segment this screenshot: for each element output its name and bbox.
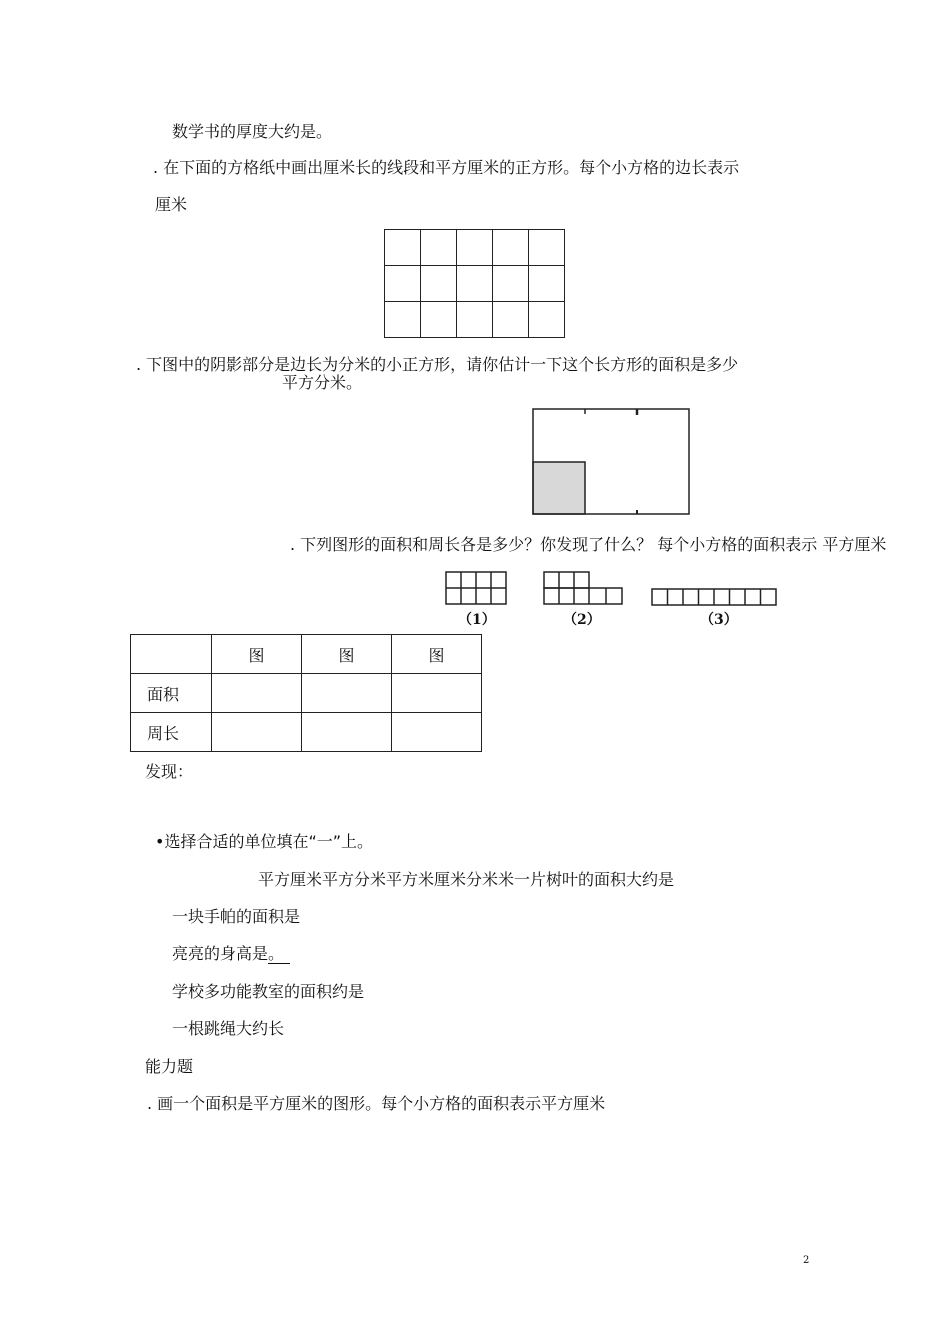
answer-cell[interactable]	[392, 713, 482, 752]
line-3: 厘米	[155, 195, 188, 214]
figure-3	[652, 589, 776, 605]
line-9: 平方厘米平方分米平方米厘米分米米一片树叶的面积大约是	[258, 870, 675, 889]
line-6: . 下列图形的面积和周长各是多少？你发现了什么？ 每个小方格的面积表示 平方厘米	[290, 535, 887, 554]
line-2: . 在下面的方格纸中画出厘米长的线段和平方厘米的正方形。每个小方格的边长表示	[153, 158, 740, 177]
table-header-row	[131, 635, 482, 674]
table-header: 图	[392, 635, 482, 674]
answer-table	[130, 634, 482, 752]
line-11	[172, 944, 290, 964]
figure-2	[544, 572, 622, 604]
shaded-square	[533, 462, 585, 514]
line-8: •选择合适的单位填在“一”上。	[155, 832, 374, 851]
line-14: 能力题	[145, 1057, 194, 1076]
answer-cell[interactable]	[212, 713, 302, 752]
table-header: 图	[212, 635, 302, 674]
answer-cell[interactable]	[302, 713, 392, 752]
line-7: 发现：	[145, 762, 194, 781]
line-4: . 下图中的阴影部分是边长为分米的小正方形，请你估计一下这个长方形的面积是多少	[136, 355, 739, 374]
row-label-area: 面积	[131, 674, 212, 713]
table-corner	[131, 635, 212, 674]
rectangle-figure	[531, 407, 691, 516]
line-10: 一块手帕的面积是	[172, 907, 301, 926]
answer-blank[interactable]: 。	[268, 944, 290, 964]
line-11-text: 亮亮的身高是	[172, 944, 269, 963]
table-row	[131, 713, 482, 752]
page-number: 2	[803, 1255, 810, 1266]
line-1: 数学书的厚度大约是。	[172, 122, 333, 141]
figure-label-1: （1）	[458, 612, 496, 628]
answer-cell[interactable]	[302, 674, 392, 713]
figure-label-2: （2）	[563, 612, 601, 628]
answer-cell[interactable]	[212, 674, 302, 713]
table-header: 图	[302, 635, 392, 674]
figure-label-3: （3）	[700, 612, 738, 628]
row-label-perimeter: 周长	[131, 713, 212, 752]
line-12: 学校多功能教室的面积约是	[172, 982, 365, 1001]
line-15: . 画一个面积是平方厘米的图形。每个小方格的面积表示平方厘米	[147, 1094, 606, 1113]
grid-paper	[384, 229, 565, 338]
line-5: 平方分米。	[282, 373, 363, 392]
table-row	[131, 674, 482, 713]
line-13: 一根跳绳大约长	[172, 1019, 285, 1038]
figure-1	[446, 572, 506, 604]
answer-cell[interactable]	[392, 674, 482, 713]
